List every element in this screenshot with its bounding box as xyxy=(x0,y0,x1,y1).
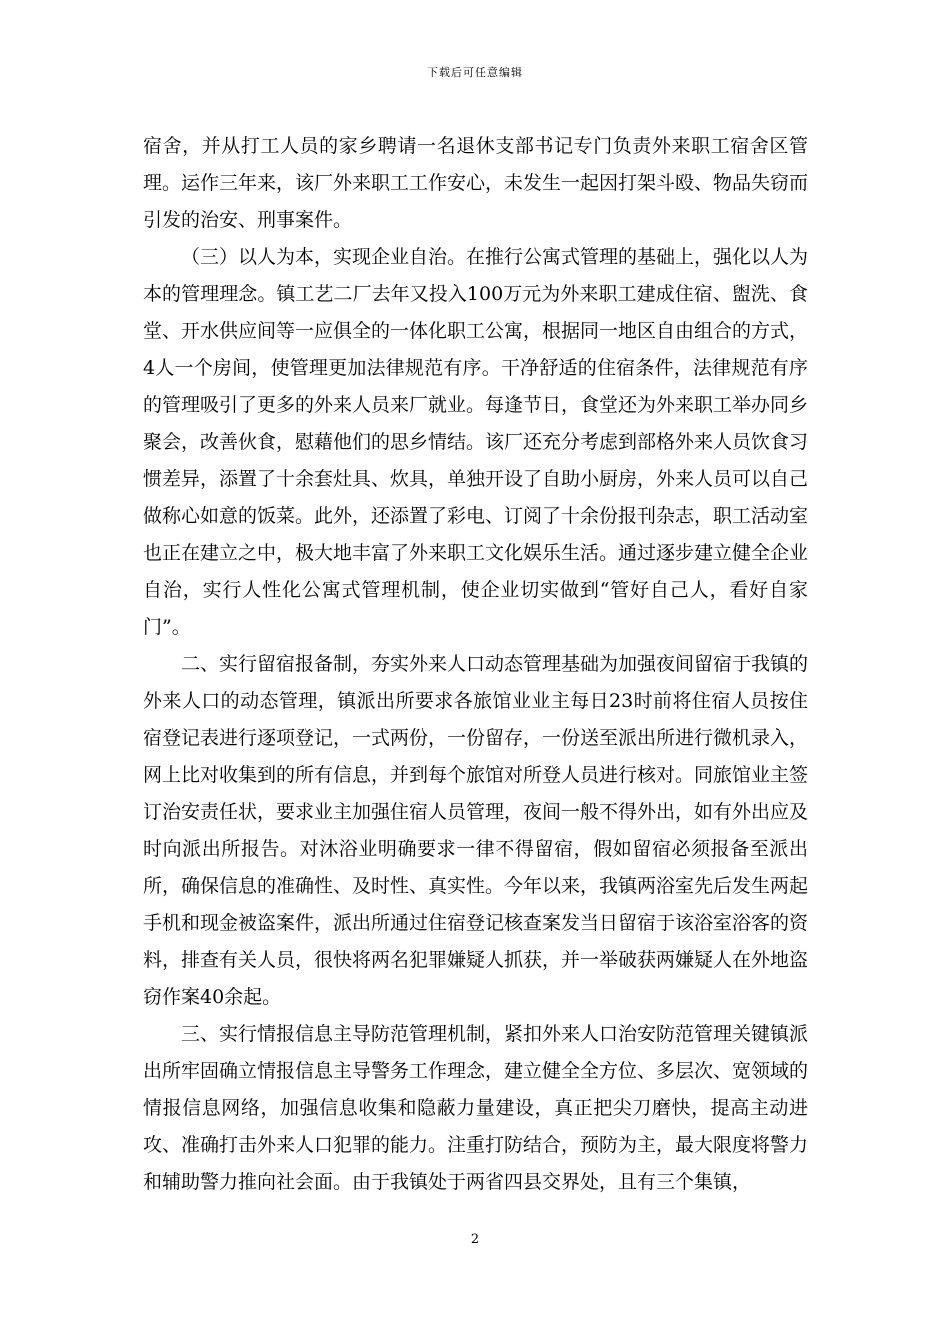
paragraph-1: 宿舍，并从打工人员的家乡聘请一名退休支部书记专门负责外来职工宿舍区管理。运作三年来，该厂外来职工工作安心，未发生一起因打架斗殴、物品失窃而引发的治安、刑事案件。 xyxy=(143,135,809,231)
page-header: 下载后可任意编辑 xyxy=(427,66,523,79)
page-number: 2 xyxy=(470,1232,480,1247)
paragraph-2: （三）以人为本，实现企业自治。在推行公寓式管理的基础上，强化以人为本的管理理念。镇工艺二厂去年又投入100万元为外来职工建成住宿、盥洗、食堂、开水供应间等一应俱全的一体化职工公寓，根据同一地区自由组合的方式，4人一个房间，使管理更加法律规范有序。干净舒适的住宿条件，法律规范有序的管理吸引了更多的外来人员来厂就业。每逢节日，食堂还为外来职工举办同乡聚会，改善伙食，慰藉他们的思乡情结。该厂还充分考虑到部格外来人员饮食习惯差异，添置了十余套灶具、炊具，单独开设了自助小厨房，外来人员可以自己做称心如意的饭菜。此外，还添置了彩电、订阅了十余份报刊杂志，职工活动室也正在建立之中，极大地丰富了外来职工文化娱乐生活。通过逐步建立健全企业自治，实行人性化公寓式管理机制，使企业切实做到“管好自己人，看好自家门”。 xyxy=(143,246,809,638)
paragraph-3: 二、实行留宿报备制，夯实外来人口动态管理基础为加强夜间留宿于我镇的外来人口的动态管理，镇派出所要求各旅馆业业主每日23时前将住宿人员按住宿登记表进行逐项登记，一式两份，一份留存，一份送至派出所进行微机录入，网上比对收集到的所有信息，并到每个旅馆对所登人员进行核对。同旅馆业主签订治安责任状，要求业主加强住宿人员管理，夜间一般不得外出，如有外出应及时向派出所报告。对沐浴业明确要求一律不得留宿，假如留宿必须报备至派出所，确保信息的准确性、及时性、真实性。今年以来，我镇两浴室先后发生两起手机和现金被盗案件，派出所通过住宿登记核查案发当日留宿于该浴室浴客的资料，排查有关人员，很快将两名犯罪嫌疑人抓获，并一举破获两嫌疑人在外地盗窃作案40余起。 xyxy=(143,653,809,1008)
document-body xyxy=(143,128,808,1201)
paragraph-4: 三、实行情报信息主导防范管理机制，紧扣外来人口治安防范管理关键镇派出所牢固确立情报信息主导警务工作理念，建立健全全方位、多层次、宽领域的情报信息网络，加强信息收集和隐蔽力量建设，真正把尖刀磨快，提高主动进攻、准确打击外来人口犯罪的能力。注重打防结合，预防为主，最大限度将警力和辅助警力推向社会面。由于我镇处于两省四县交界处，且有三个集镇， xyxy=(143,1023,809,1193)
